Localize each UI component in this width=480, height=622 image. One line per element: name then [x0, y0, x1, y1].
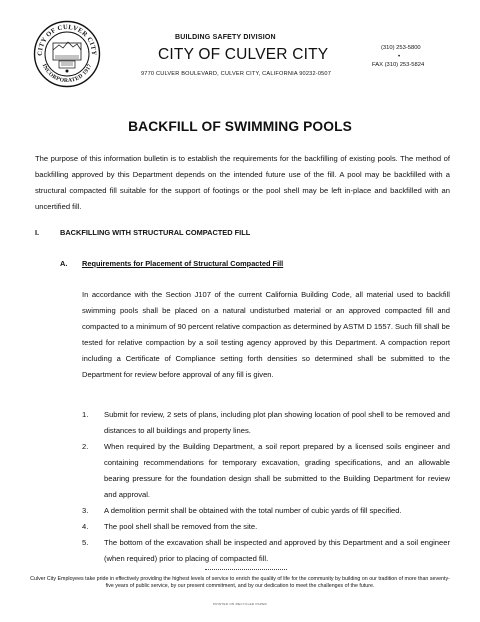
svg-text:INCORPORATED 1917: INCORPORATED 1917 — [40, 63, 94, 85]
list-item-number: 1. — [82, 410, 89, 419]
list-item-text: The pool shell shall be removed from the site. — [104, 522, 258, 531]
city-name: CITY OF CULVER CITY — [158, 46, 329, 63]
footer-statement: Culver City Employees take pride in effectively providing the highest levels of service to enrich the quality of life for the community by building on our tradition of more than seventy-five years of public service, by our present commitment, and by our dedication to meet the challenges of the future. — [30, 576, 450, 589]
svg-text:CITY OF CULVER CITY: CITY OF CULVER CITY — [36, 23, 98, 56]
subsection-letter: A. — [60, 259, 68, 268]
fax-number: FAX (310) 253-5824 — [372, 62, 425, 68]
section-heading: BACKFILLING WITH STRUCTURAL COMPACTED FILL — [60, 228, 251, 237]
bullet-separator: • — [398, 54, 401, 60]
recycled-paper-note: PRINTED ON RECYCLED PAPER — [213, 602, 267, 606]
list-item-number: 5. — [82, 538, 89, 547]
document-title: BACKFILL OF SWIMMING POOLS — [128, 119, 352, 134]
list-item-text: Submit for review, 2 sets of plans, including plot plan showing location of pool shell to be removed and distances to all buildings and property lines. — [104, 410, 450, 435]
subsection-heading: Requirements for Placement of Structural Compacted Fill — [82, 259, 284, 268]
city-address: 9770 CULVER BOULEVARD, CULVER CITY, CALIFORNIA 90232-0507 — [141, 71, 332, 77]
requirements-paragraph: In accordance with the Section J107 of the current California Building Code, all material used to backfill swimming pools shall be placed on a natural undisturbed material or an approved compacted fill and compacted to a minimum of 90 percent relative compaction as determined by ASTM D 1557. Such fill shall be tested for relative compaction by a soil testing agency approved by this Department. A compaction report including a Certificate of Compliance setting forth densities so determined shall be submitted to the Department for review before approval of any fill is given. — [82, 290, 450, 379]
list-item — [82, 439, 450, 503]
division-name: BUILDING SAFETY DIVISION — [175, 34, 276, 41]
list-item — [82, 535, 450, 567]
section-number: I. — [35, 228, 40, 237]
list-item-number: 3. — [82, 506, 89, 515]
requirements-list — [82, 407, 450, 567]
list-item-text: The bottom of the excavation shall be inspected and approved by this Department and a soil engineer (when required) prior to placing of compacted fill. — [104, 538, 450, 563]
list-item-number: 4. — [82, 522, 89, 531]
list-item — [82, 407, 450, 439]
list-item-text: A demolition permit shall be obtained with the total number of cubic yards of fill specified. — [104, 506, 402, 515]
city-seal-logo — [33, 20, 101, 88]
list-item-text: When required by the Building Department, a soil report prepared by a licensed soils engineer and containing recommendations for temporary excavation, grading specifications, and an allowable bearing pressure for the foundation design shall be submitted to the Building Department for review and approval. — [104, 442, 450, 499]
list-item-number: 2. — [82, 442, 89, 451]
list-item — [82, 503, 450, 519]
list-item — [82, 519, 450, 535]
intro-paragraph: The purpose of this information bulletin is to establish the requirements for the backfilling of existing pools. The method of backfilling approved by this Department depends on the intended future use of the fill. A pool may be backfilled with a structural compacted fill suitable for the support of footings or the pool shell may be left in-place and backfilled with an uncertified fill. — [35, 154, 450, 211]
phone-number: (310) 253-5800 — [381, 45, 421, 51]
footer-divider — [205, 569, 287, 570]
